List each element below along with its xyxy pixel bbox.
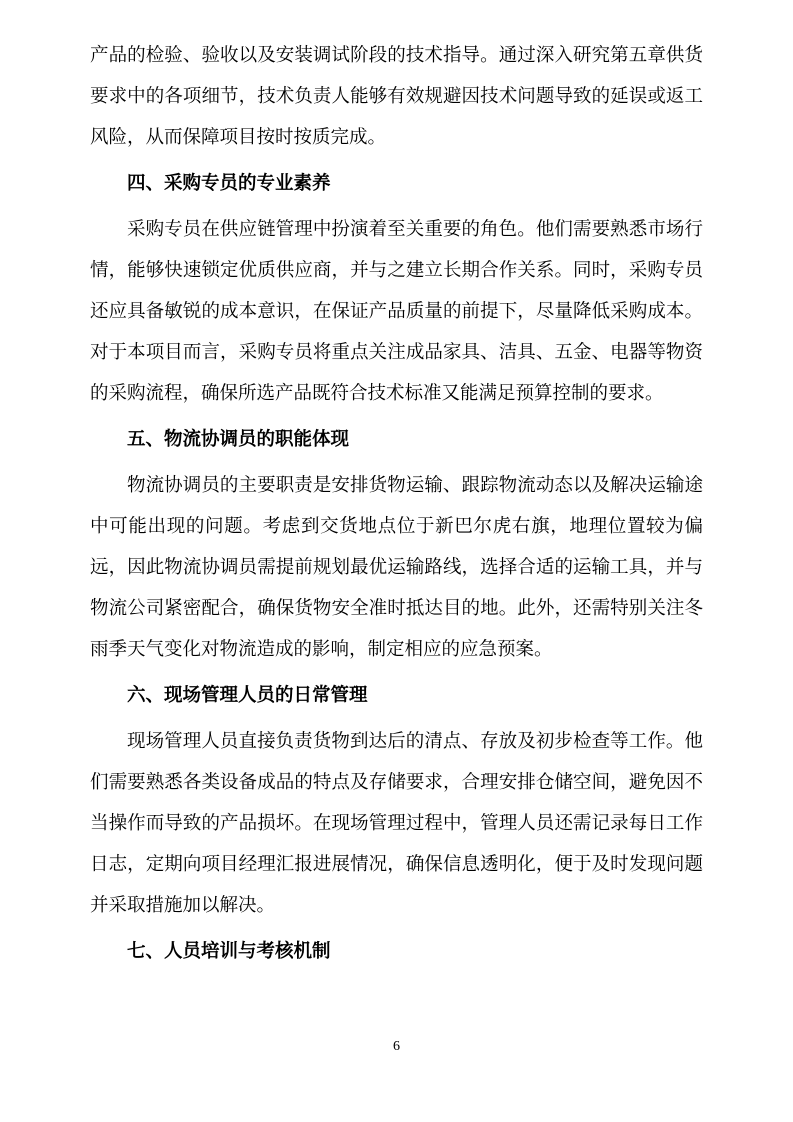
section-heading: 五、物流协调员的职能体现 bbox=[127, 430, 350, 450]
paragraph: 现场管理人员直接负责货物到达后的清点、存放及初步检查等工作。他们需要熟悉各类设备成品的特点及存储要求，合理安排仓储空间，避免因不当操作而导致的产品损坏。在现场管理过程中，管理人员还需记录每日工作日志，定期向项目经理汇报进展情况，确保信息透明化，便于及时发现问题并采取措施加以解决。 bbox=[90, 732, 703, 916]
paragraph: 产品的检验、验收以及安装调试阶段的技术指导。通过深入研究第五章供货要求中的各项细节，技术负责人能够有效规避因技术问题导致的延误或返工风险，从而保障项目按时按质完成。 bbox=[90, 46, 703, 148]
paragraph: 采购专员在供应链管理中扮演着至关重要的角色。他们需要熟悉市场行情，能够快速锁定优质供应商，并与之建立长期合作关系。同时，采购专员还应具备敏锐的成本意识，在保证产品质量的前提下，尽量降低采购成本。对于本项目而言，采购专员将重点关注成品家具、洁具、五金、电器等物资的采购流程，确保所选产品既符合技术标准又能满足预算控制的要求。 bbox=[90, 220, 703, 404]
section-heading: 七、人员培训与考核机制 bbox=[127, 942, 331, 962]
section-heading: 六、现场管理人员的日常管理 bbox=[127, 686, 368, 706]
section-heading: 四、采购专员的专业素养 bbox=[127, 174, 331, 194]
page-number: 6 bbox=[393, 1039, 400, 1054]
paragraph: 物流协调员的主要职责是安排货物运输、跟踪物流动态以及解决运输途中可能出现的问题。考虑到交货地点位于新巴尔虎右旗，地理位置较为偏远，因此物流协调员需提前规划最优运输路线，选择合适的运输工具，并与物流公司紧密配合，确保货物安全准时抵达目的地。此外，还需特别关注冬雨季天气变化对物流造成的影响，制定相应的应急预案。 bbox=[90, 476, 703, 660]
document-body bbox=[90, 36, 703, 973]
